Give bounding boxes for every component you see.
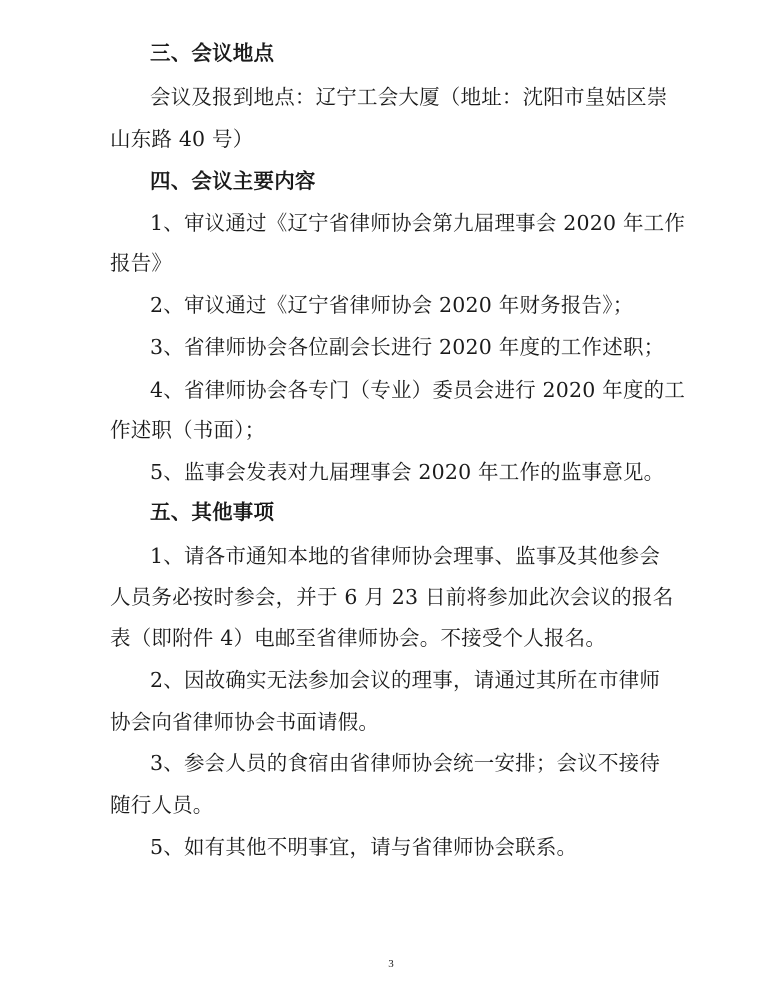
section-5-item-line: 3、参会人员的食宿由省律师协会统一安排；会议不接待 — [150, 751, 661, 775]
section-3-paragraph-line: 会议及报到地点：辽宁工会大厦（地址：沈阳市皇姑区崇 — [150, 85, 668, 109]
section-3-paragraph-line: 山东路 40 号） — [110, 127, 254, 151]
section-5-item-line: 5、如有其他不明事宜，请与省律师协会联系。 — [150, 835, 578, 859]
section-4-item-line: 作述职（书面）； — [110, 418, 266, 442]
section-4-item-line: 2、审议通过《辽宁省律师协会 2020 年财务报告》； — [150, 293, 634, 317]
section-5-item-line: 2、因故确实无法参加会议的理事，请通过其所在市律师 — [150, 668, 661, 692]
section-4-item-line: 4、省律师协会各专门（专业）委员会进行 2020 年度的工 — [150, 378, 686, 402]
section-4-item-line: 报告》 — [110, 251, 173, 275]
section-5-item-line: 人员务必按时参会，并于 6 月 23 日前将参加此次会议的报名 — [110, 585, 674, 609]
section-5-heading: 五、其他事项 — [150, 500, 275, 524]
page-number: 3 — [388, 958, 394, 970]
section-5-item-line: 表（即附件 4）电邮至省律师协会。不接受个人报名。 — [110, 626, 607, 650]
section-5-item-line: 1、请各市通知本地的省律师协会理事、监事及其他参会 — [150, 544, 661, 568]
section-4-item-line: 3、省律师协会各位副会长进行 2020 年度的工作述职； — [150, 335, 665, 359]
section-3-heading: 三、会议地点 — [150, 41, 275, 65]
section-5-item-line: 随行人员。 — [110, 793, 214, 817]
section-4-item-line: 5、监事会发表对九届理事会 2020 年工作的监事意见。 — [150, 460, 665, 484]
section-5-item-line: 协会向省律师协会书面请假。 — [110, 710, 380, 734]
section-4-item-line: 1、审议通过《辽宁省律师协会第九届理事会 2020 年工作 — [150, 211, 686, 235]
section-4-heading: 四、会议主要内容 — [150, 169, 316, 193]
